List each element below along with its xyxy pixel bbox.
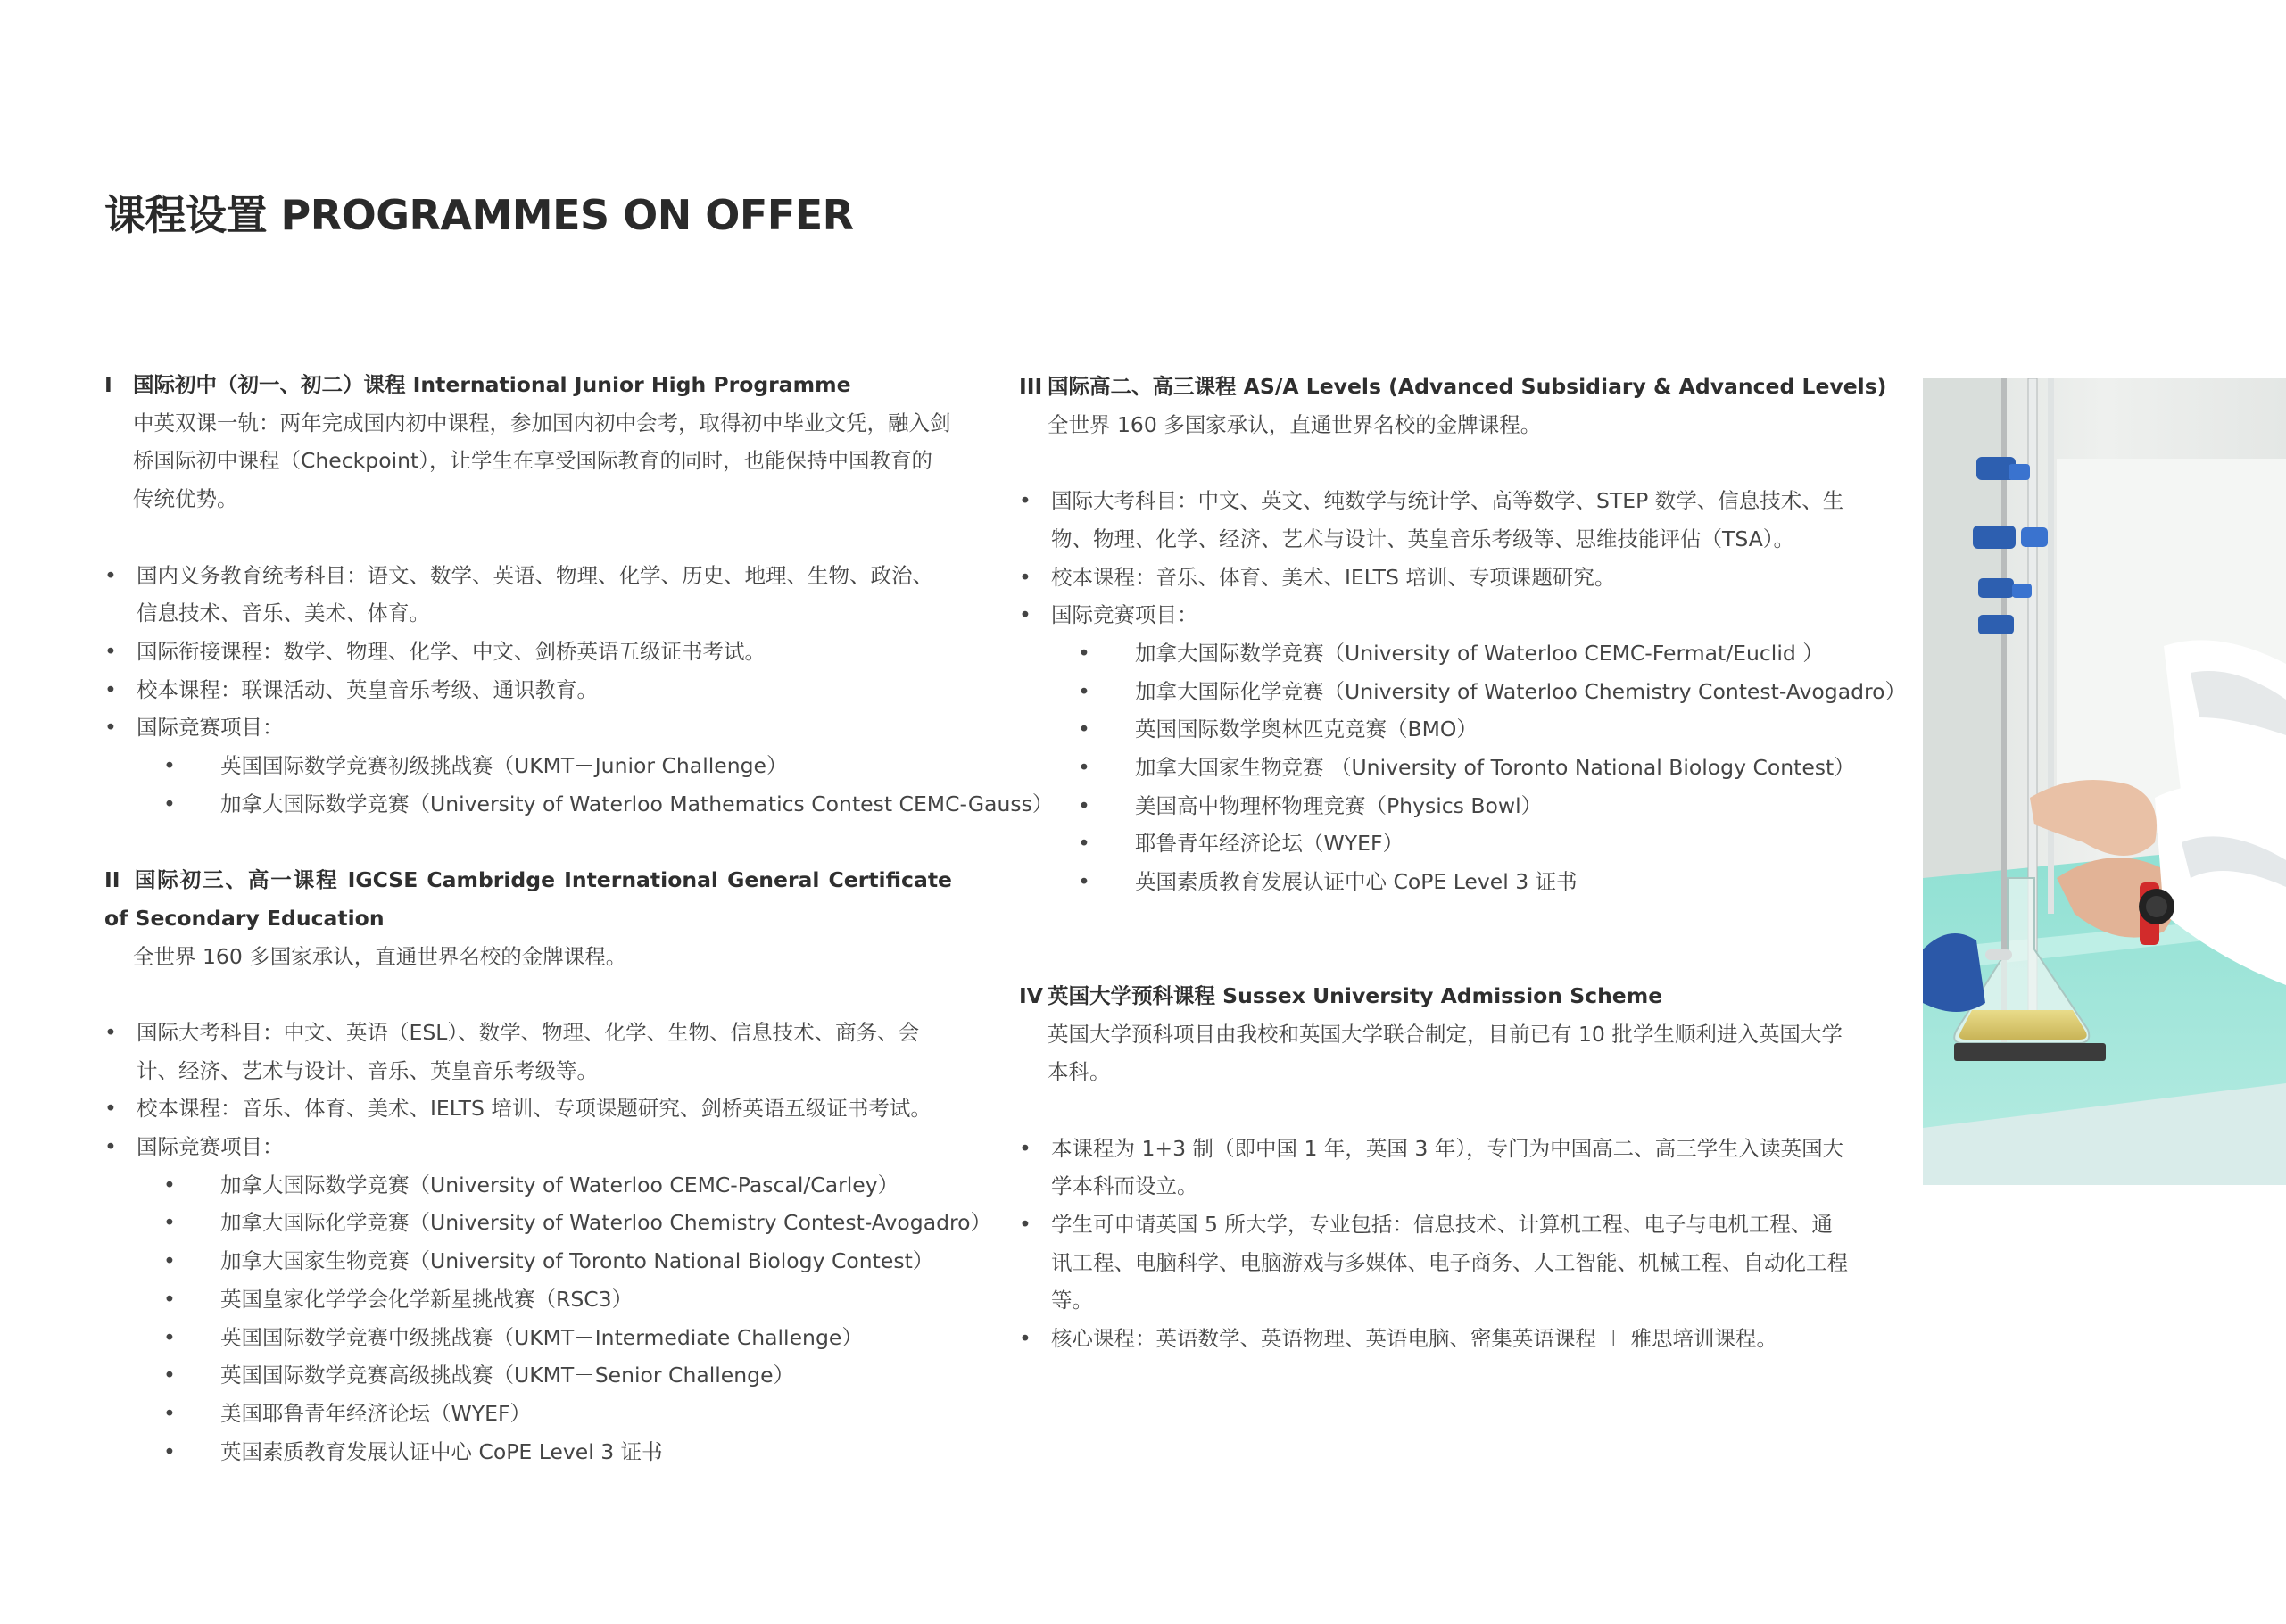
list-item: • 国际大考科目：中文、英文、纯数学与统计学、高等数学、STEP 数学、信息技术、生物、物理、化学、经济、艺术与设计、英皇音乐考级等、思维技能评估（TSA）。 (1019, 482, 1849, 558)
clamp (2009, 464, 2030, 480)
lab-photo (1923, 378, 2286, 1185)
competition-item: • 英国国际数学奥林匹克竞赛（BMO） (1019, 710, 1849, 749)
section-intro: 中英双课一轨：两年完成国内初中课程，参加国内初中会考，取得初中毕业文凭，融入剑桥国际初中课程（Checkpoint），让学生在享受国际教育的同时，也能保持中国教育的传统优势。 (133, 410, 951, 512)
list-item: • 国际竞赛项目： (104, 708, 952, 747)
section-heading-ii (104, 861, 952, 937)
competition-item: • 加拿大国际数学竞赛（University of Waterloo Mathematics Contest CEMC-Gauss） (104, 785, 952, 824)
section-title: 国际初中（初一、初二）课程 International Junior High Programme (133, 372, 851, 397)
clamp (1978, 578, 2014, 598)
competition-item: • 加拿大国际化学竞赛（University of Waterloo Chemistry Contest-Avogadro） (104, 1204, 952, 1242)
competition-item: • 加拿大国际化学竞赛（University of Waterloo Chemistry Contest-Avogadro） (1019, 673, 1849, 711)
competition-item: • 加拿大国家生物竞赛 （University of Toronto National Biology Contest） (1019, 749, 1849, 787)
competition-item: • 加拿大国际数学竞赛（University of Waterloo CEMC-Fermat/Euclid ） (1019, 634, 1849, 673)
competition-item: • 英国素质教育发展认证中心 CoPE Level 3 证书 (1019, 863, 1849, 901)
competition-item: • 耶鲁青年经济论坛（WYEF） (1019, 824, 1849, 863)
section-title: 英国大学预科课程 Sussex University Admission Scheme (1048, 982, 1663, 1008)
list-item: • 学生可申请英国 5 所大学，专业包括：信息技术、计算机工程、电子与电机工程、通讯工程、电脑科学、电脑游戏与多媒体、电子商务、人工智能、机械工程、自动化工程等。 (1019, 1206, 1849, 1320)
section-intro: 全世界 160 多国家承认，直通世界名校的金牌课程。 (1048, 411, 1542, 437)
list-item: • 国际衔接课程：数学、物理、化学、中文、剑桥英语五级证书考试。 (104, 633, 952, 671)
page-title: 课程设置 PROGRAMMES ON OFFER (104, 191, 854, 239)
list-item: • 校本课程：音乐、体育、美术、IELTS 培训、专项课题研究、剑桥英语五级证书考试。 (104, 1090, 952, 1128)
watch-dial (2146, 896, 2167, 917)
section-number: IV (1019, 982, 1043, 1008)
competition-item: • 英国国际数学竞赛初级挑战赛（UKMT－Junior Challenge） (104, 747, 952, 785)
section-i-bullets (104, 557, 952, 748)
competition-item: • 加拿大国家生物竞赛（University of Toronto National Biology Contest） (104, 1242, 952, 1280)
section-ii-bullets (104, 1014, 952, 1166)
section-iii-competitions (1019, 634, 1907, 901)
burette-2 (2048, 378, 2054, 914)
clamp (1973, 526, 2016, 549)
competition-item: • 美国高中物理杯物理竞赛（Physics Bowl） (1019, 787, 1849, 825)
competition-item: • 英国皇家化学学会化学新星挑战赛（RSC3） (104, 1280, 952, 1319)
list-item: • 国际竞赛项目： (104, 1128, 952, 1166)
section-heading-i (104, 366, 952, 404)
competition-item: • 英国素质教育发展认证中心 CoPE Level 3 证书 (104, 1433, 952, 1471)
section-title: 国际初三、高一课程 IGCSE Cambridge International General Certificate of Secondary Education (104, 867, 952, 931)
clamp (2012, 584, 2032, 598)
flask-stand (1954, 1043, 2106, 1061)
competition-item: • 英国国际数学竞赛高级挑战赛（UKMT－Senior Challenge） (104, 1356, 952, 1395)
list-item: • 国内义务教育统考科目：语文、数学、英语、物理、化学、历史、地理、生物、政治、信息技术、音乐、美术、体育。 (104, 557, 952, 633)
section-number: II (104, 867, 120, 893)
section-title: 国际高二、高三课程 AS/A Levels (Advanced Subsidiary & Advanced Levels) (1048, 374, 1887, 399)
competition-item: • 加拿大国际数学竞赛（University of Waterloo CEMC-Pascal/Carley） (104, 1166, 952, 1205)
section-heading-iv (1019, 977, 1849, 1015)
section-heading-iii (1019, 368, 1887, 406)
competition-item: • 美国耶鲁青年经济论坛（WYEF） (104, 1395, 952, 1433)
list-item: • 国际大考科目：中文、英语（ESL）、数学、物理、化学、生物、信息技术、商务、会计、经济、艺术与设计、音乐、英皇音乐考级等。 (104, 1014, 952, 1090)
section-intro: 英国大学预科项目由我校和英国大学联合制定，目前已有 10 批学生顺利进入英国大学本科。 (1048, 1021, 1843, 1085)
list-item: • 国际竞赛项目： (1019, 596, 1849, 634)
list-item: • 本课程为 1+3 制（即中国 1 年，英国 3 年），专门为中国高二、高三学生入读英国大学本科而设立。 (1019, 1130, 1849, 1206)
section-iii-bullets (1019, 482, 1849, 634)
list-item: • 核心课程：英语数学、英语物理、英语电脑、密集英语课程 ＋ 雅思培训课程。 (1019, 1320, 1849, 1358)
list-item: • 校本课程：音乐、体育、美术、IELTS 培训、专项课题研究。 (1019, 559, 1849, 597)
wash-bottle (1923, 933, 1985, 1012)
section-intro: 全世界 160 多国家承认，直通世界名校的金牌课程。 (133, 943, 627, 969)
section-number: I (104, 372, 112, 397)
clamp (2021, 527, 2048, 547)
clamp (1978, 615, 2014, 634)
section-number: III (1019, 374, 1043, 399)
right-column (1019, 368, 1907, 1358)
section-i-competitions (104, 747, 1054, 823)
section-iv-bullets (1019, 1130, 1849, 1358)
tube (1985, 949, 2012, 960)
list-item: • 校本课程：联课活动、英皇音乐考级、通识教育。 (104, 671, 952, 709)
section-ii-competitions (104, 1166, 992, 1471)
competition-item: • 英国国际数学竞赛中级挑战赛（UKMT－Intermediate Challenge） (104, 1319, 952, 1357)
flask-liquid (1959, 1010, 2087, 1040)
